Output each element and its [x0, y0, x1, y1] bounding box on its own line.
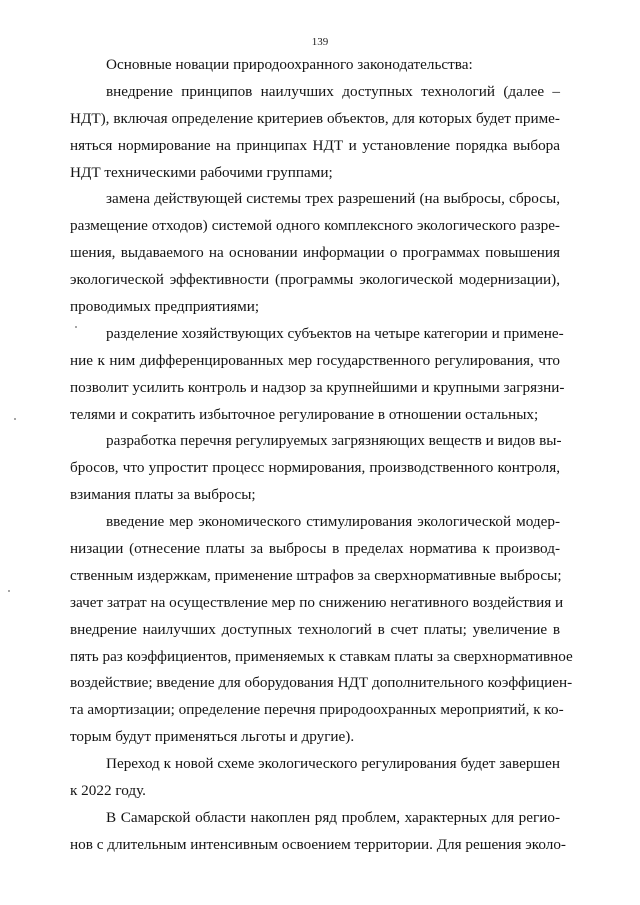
scan-speck — [75, 326, 77, 328]
scan-speck — [8, 590, 10, 592]
text-line: ние к ним дифференцированных мер государственного регулирования, что — [70, 351, 560, 369]
text-line: зачет затрат на осуществление мер по снижению негативного воздействия и — [70, 593, 564, 611]
text-line: торым будут применяться льготы и другие). — [70, 728, 355, 746]
text-line: позволит усилить контроль и надзор за крупнейшими и крупными загрязни- — [70, 378, 565, 396]
text-line: бросов, что упростит процесс нормирования, производственного контроля, — [70, 459, 560, 477]
text-line: к 2022 году. — [70, 782, 146, 800]
text-line: введение мер экономического стимулирования экологической модер- — [106, 513, 560, 531]
body-text — [70, 52, 573, 859]
page-number: 139 — [311, 36, 329, 48]
scan-speck — [14, 418, 16, 420]
text-line: проводимых предприятиями; — [70, 298, 260, 316]
text-line: НДТ техническими рабочими группами; — [70, 163, 333, 181]
text-line: разработка перечня регулируемых загрязняющих веществ и видов вы- — [106, 432, 562, 450]
text-line: НДТ), включая определение критериев объектов, для которых будет приме- — [70, 109, 560, 127]
text-line: внедрение наилучших доступных технологий в счет платы; увеличение в — [70, 620, 560, 638]
text-line: низации (отнесение платы за выбросы в пределах норматива к производ- — [70, 540, 560, 558]
text-line: внедрение принципов наилучших доступных технологий (далее – — [106, 82, 560, 100]
text-line: воздействие; введение для оборудования НДТ дополнительного коэффициен- — [70, 674, 573, 692]
text-line: ственным издержкам, применение штрафов за сверхнормативные выбросы; — [70, 566, 562, 584]
text-line: экологической эффективности (программы экологической модернизации), — [70, 271, 560, 289]
text-line: замена действующей системы трех разрешений (на выбросы, сбросы, — [106, 190, 560, 208]
text-line: телями и сократить избыточное регулирование в отношении остальных; — [70, 405, 539, 423]
text-line: Основные новации природоохранного законодательства: — [106, 56, 473, 73]
text-line: нов с длительным интенсивным освоением территории. Для решения эколо- — [70, 835, 566, 853]
text-line: та амортизации; определение перечня природоохранных мероприятий, к ко- — [70, 701, 564, 719]
text-line: взимания платы за выбросы; — [70, 486, 256, 504]
text-line: Переход к новой схеме экологического регулирования будет завершен — [106, 755, 560, 773]
text-line: разделение хозяйствующих субъектов на четыре категории и примене- — [106, 324, 564, 342]
text-line: размещение отходов) системой одного комплексного экологического разре- — [70, 217, 560, 235]
text-line: няться нормирование на принципах НДТ и установление порядка выбора — [70, 136, 560, 154]
text-line: В Самарской области накоплен ряд проблем, характерных для регио- — [106, 808, 560, 826]
text-line: пять раз коэффициентов, применяемых к ставкам платы за сверхнормативное — [70, 647, 573, 665]
text-line: шения, выдаваемого на основании информации о программах повышения — [70, 244, 560, 262]
